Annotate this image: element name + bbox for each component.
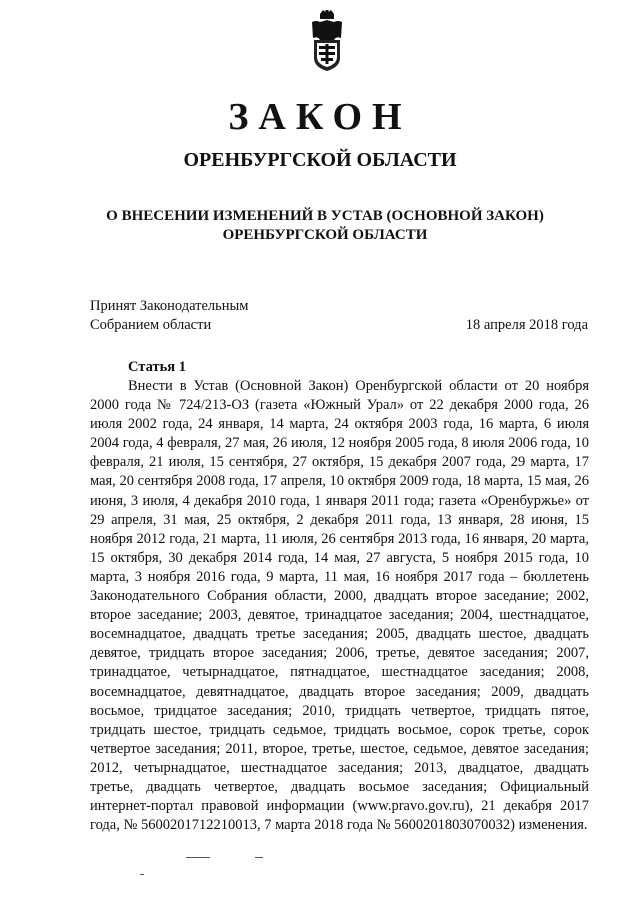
scan-mark <box>186 857 210 858</box>
adoption-line: Принят Законодательным <box>90 298 249 314</box>
subject-line: О ВНЕСЕНИИ ИЗМЕНЕНИЙ В УСТАВ (ОСНОВНОЙ ЗАКОН) <box>106 208 544 224</box>
coat-of-arms-icon <box>308 10 346 72</box>
adoption-date: 18 апреля 2018 года <box>465 317 588 333</box>
law-subject <box>90 207 560 245</box>
adoption-line: Собранием области <box>90 317 212 333</box>
article-text: Внести в Устав (Основной Закон) Оренбургской области от 20 ноября 2000 года № 724/213-ОЗ (газета «Южный Урал» от 22 декабря 2000 года, 26 июля 2002 года, 24 января, 14 марта, 24 октября 2003 года, 16 марта, 6 июля 2004 года, 4 февраля, 27 мая, 26 июля, 12 ноября 2005 года, 8 июля 2006 года, 10 февраля, 21 июля, 15 сентября, 27 октября, 15 декабря 2007 года, 29 марта, 17 мая, 20 сентября 2008 года, 17 апреля, 10 октября 2009 года, 18 марта, 15 мая, 26 июня, 3 июля, 4 декабря 2010 года, 1 января 2011 года; газета «Оренбуржье» от 29 апреля, 31 мая, 25 октября, 2 декабря 2011 года, 13 января, 28 июня, 15 ноября 2012 года, 21 марта, 11 июля, 26 сентября 2013 года, 16 января, 20 марта, 15 октября, 30 декабря 2014 года, 14 мая, 27 августа, 5 ноября 2015 года, 10 марта, 3 ноября 2016 года, 9 марта, 11 мая, 16 ноября 2017 года – бюллетень Законодательного Собрания области, 2000, двадцать второе заседание; 2002, второе заседание; 2003, девятое, тринадцатое заседания; 2004, шестнадцатое, восемнадцатое, двадцать третье заседания; 2005, двадцать шестое, двадцать девятое, тридцать второе заседания; 2006, третье, девятое заседания; 2007, тринадцатое, четырнадцатое, пятнадцатое, шестнадцатое заседания; 2008, восемнадцатое, девятнадцатое, двадцать второе заседания; 2009, двадцать восьмое, тридцатое заседания; 2010, тридцать четвертое, тридцать пятое, тридцать шестое, тридцать седьмое, тридцать восьмое, сорок третье, сорок четвертое заседания; 2011, второе, третье, шестое, седьмое, девятое заседания; 2012, четырнадцатое, шестнадцатое заседания; 2013, двадцатое, двадцать третье, двадцать четвертое, двадцать восьмое заседания; Официальный интернет-портал правовой информации (www.pravo.gov.ru), 21 декабря 2017 года, № 5600201712210013, 7 марта 2018 года № 5600201803070032) изменения. <box>90 378 589 834</box>
subject-line: ОРЕНБУРГСКОЙ ОБЛАСТИ <box>222 227 428 243</box>
law-title: ЗАКОН <box>228 96 412 138</box>
scan-mark <box>255 857 263 858</box>
article-heading: Статья 1 <box>128 359 186 375</box>
adoption-info <box>90 297 248 335</box>
scan-mark <box>140 874 144 875</box>
region-title: ОРЕНБУРГСКОЙ ОБЛАСТИ <box>183 149 457 171</box>
